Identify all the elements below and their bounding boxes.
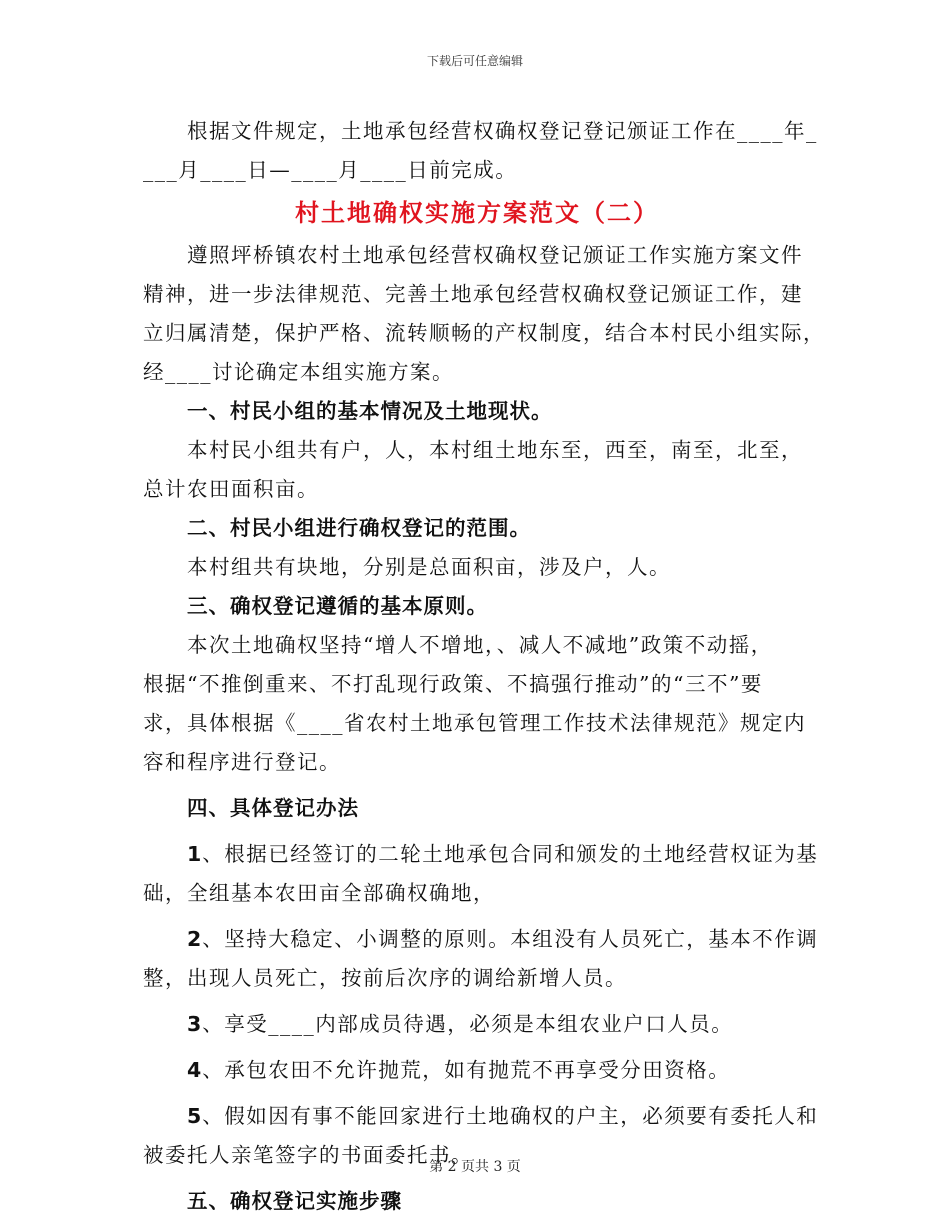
list-item-1-line-2: 础，全组基本农田亩全部确权确地， bbox=[143, 881, 495, 905]
paragraph-4-line-3: 求，具体根据《____省农村土地承包管理工作技术法律规范》规定内 bbox=[143, 711, 806, 735]
heading-4: 四、具体登记办法 bbox=[187, 796, 359, 820]
list-item-5-line-1 bbox=[143, 1097, 819, 1136]
list-item-2-text: 、坚持大稳定、小调整的原则。本组没有人员死亡，基本不作调 bbox=[202, 927, 819, 951]
list-item-3-text: 、享受____内部成员待遇，必须是本组农业户口人员。 bbox=[202, 1012, 734, 1036]
list-item-5-text: 、假如因有事不能回家进行土地确权的户主，必须要有委托人和 bbox=[202, 1104, 819, 1128]
section-title: 村土地确权实施方案范文（二） bbox=[295, 198, 659, 227]
heading-5: 五、确权登记实施步骤 bbox=[187, 1189, 402, 1213]
heading-2: 二、村民小组进行确权登记的范围。 bbox=[187, 516, 531, 540]
paragraph-1-line-1: 遵照坪桥镇农村土地承包经营权确权登记颁证工作实施方案文件 bbox=[187, 243, 803, 267]
list-item-1-text: 、根据已经签订的二轮土地承包合同和颁发的土地经营权证为基 bbox=[202, 842, 819, 866]
paragraph-4-line-1: 本次土地确权坚持“增人不增地，、减人不减地”政策不动摇， bbox=[187, 633, 773, 657]
paragraph-2-line-2: 总计农田面积亩。 bbox=[143, 477, 319, 501]
page-footer: 第 2 页共 3 页 bbox=[429, 1159, 521, 1175]
paragraph-2-line-1: 本村民小组共有户，人，本村组土地东至，西至，南至，北至， bbox=[187, 438, 803, 462]
list-item-2-line-2: 整，出现人员死亡，按前后次序的调给新增人员。 bbox=[143, 966, 627, 990]
list-item-2-number: 2 bbox=[187, 927, 203, 951]
paragraph-1-line-3: 立归属清楚，保护严格、流转顺畅的产权制度，结合本村民小组实际， bbox=[143, 321, 825, 345]
heading-1: 一、村民小组的基本情况及土地现状。 bbox=[187, 399, 553, 423]
list-item-4-number: 4 bbox=[187, 1058, 203, 1082]
list-item-4-text: 、承包农田不允许抛荒，如有抛荒不再享受分田资格。 bbox=[202, 1058, 731, 1082]
list-item-1-number: 1 bbox=[187, 842, 203, 866]
list-item-3 bbox=[143, 1005, 811, 1044]
paragraph-1-line-2: 精神，进一步法律规范、完善土地承包经营权确权登记颁证工作，建 bbox=[143, 282, 803, 306]
page-header: 下载后可任意编辑 bbox=[426, 54, 523, 68]
list-item-1-line-1 bbox=[143, 835, 819, 874]
list-item-3-number: 3 bbox=[187, 1012, 203, 1036]
intro-line-2: ___月____日—____月____日前完成。 bbox=[143, 158, 518, 182]
paragraph-3: 本村组共有块地，分别是总面积亩，涉及户，人。 bbox=[187, 555, 671, 579]
paragraph-4-line-2: 根据“不推倒重来、不打乱现行政策、不搞强行推动”的“三不”要 bbox=[143, 672, 763, 696]
list-item-4 bbox=[143, 1051, 811, 1090]
list-item-5-number: 5 bbox=[187, 1104, 203, 1128]
paragraph-1-line-4: 经____讨论确定本组实施方案。 bbox=[143, 360, 454, 384]
paragraph-4-line-4: 容和程序进行登记。 bbox=[143, 750, 341, 774]
list-item-5-line-2: 被委托人亲笔签字的书面委托书。 bbox=[143, 1143, 473, 1167]
document-body bbox=[143, 112, 825, 1221]
heading-3: 三、确权登记遵循的基本原则。 bbox=[187, 594, 488, 618]
intro-line-1: 根据文件规定，土地承包经营权确权登记登记颁证工作在____年_ bbox=[187, 119, 818, 143]
list-item-2-line-1 bbox=[143, 920, 819, 959]
